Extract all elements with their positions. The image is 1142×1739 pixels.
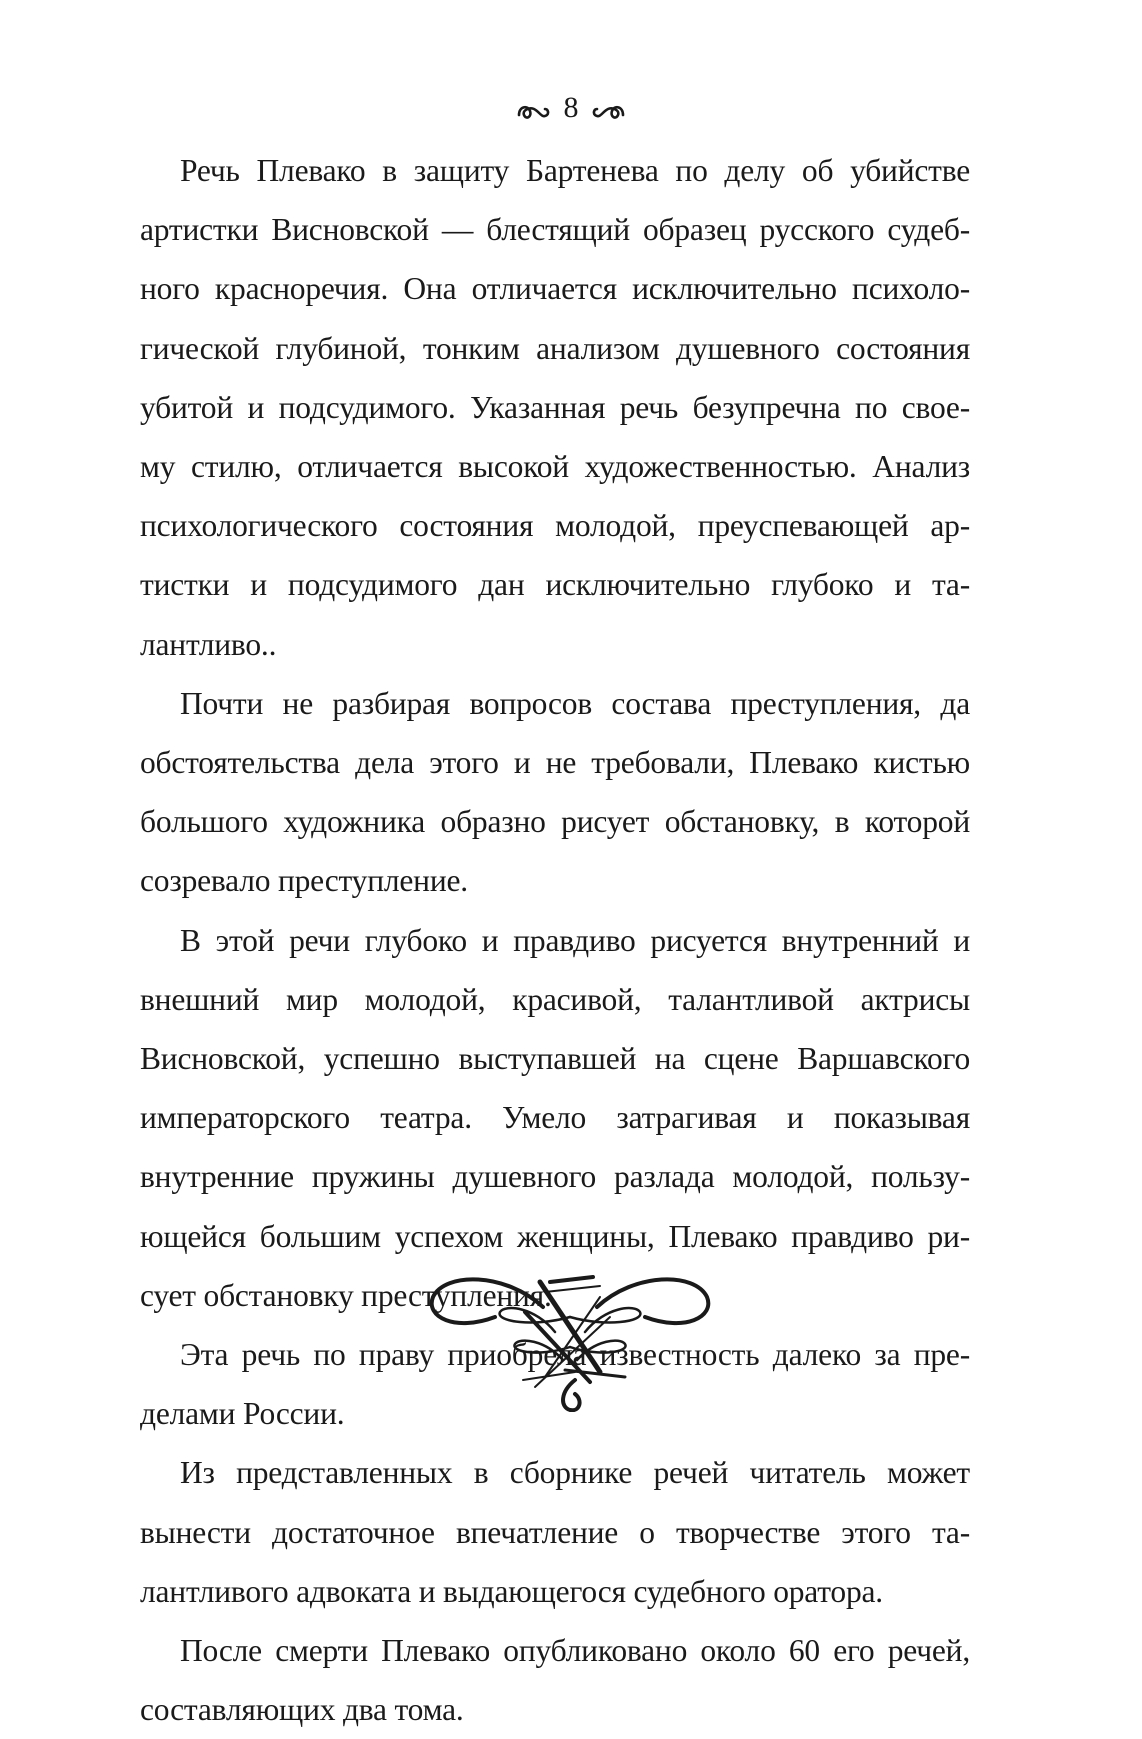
document-body [140,141,970,1739]
page-header [0,88,1142,130]
text-line: Висновской, успешно выступавшей на сцене Варшавского [140,1041,970,1077]
text-line: внутренние пружины душевного разлада молодой, пользу- [140,1159,970,1195]
text-line: Почти не разбирая вопросов состава преступления, да [180,685,970,721]
text-line: ного красноречия. Она отличается исключительно психоло- [140,271,970,307]
text-line: гической глубиной, тонким анализом душевного состояния [140,330,970,366]
text-line: большого художника образно рисует обстановку, в которой [140,804,970,840]
paragraph-1 [140,141,970,674]
text-line: созревало преступление. [140,863,468,899]
page-number: 8 [563,91,579,124]
text-line: ющейся большим успехом женщины, Плевако правдиво ри- [140,1218,970,1254]
ornament-right-icon [592,90,626,130]
text-line: тистки и подсудимого дан исключительно глубоко и та- [140,567,970,603]
end-ornament-icon [425,1262,715,1412]
paragraph-6 [140,1621,970,1739]
text-line: сует обстановку преступления. [140,1277,552,1313]
text-line: императорского театра. Умело затрагивая и показывая [140,1100,970,1136]
text-line: вынести достаточное впечатление о творчестве этого та- [140,1514,970,1550]
text-line: психологического состояния молодой, преуспевающей ар- [140,508,970,544]
text-line: лантливо.. [140,626,277,662]
ornament-left-icon [516,90,550,130]
text-line: После смерти Плевако опубликовано около 60 его речей, [180,1633,970,1669]
text-line: Речь Плевако в защиту Бартенева по делу об убийстве [180,153,970,188]
paragraph-2 [140,674,970,911]
text-line: лантливого адвоката и выдающегося судебного оратора. [140,1573,883,1609]
text-line: му стилю, отличается высокой художественностью. Анализ [140,449,970,485]
text-line: В этой речи глубоко и правдиво рисуется внутренний и [180,922,970,958]
text-line: обстоятельства дела этого и не требовали, Плевако кистью [140,745,970,781]
text-line: Из представленных в сборнике речей читатель может [180,1455,970,1491]
paragraph-5 [140,1443,970,1621]
text-line: убитой и подсудимого. Указанная речь безупречна по свое- [140,389,970,425]
text-line: делами России. [140,1396,345,1432]
text-line: внешний мир молодой, красивой, талантливой актрисы [140,981,970,1017]
text-line: артистки Висновской — блестящий образец русского судеб- [140,212,970,248]
text-line: составляющих два тома. [140,1692,464,1728]
text-line: Эта речь по праву приобрела известность далеко за пре- [180,1337,970,1373]
